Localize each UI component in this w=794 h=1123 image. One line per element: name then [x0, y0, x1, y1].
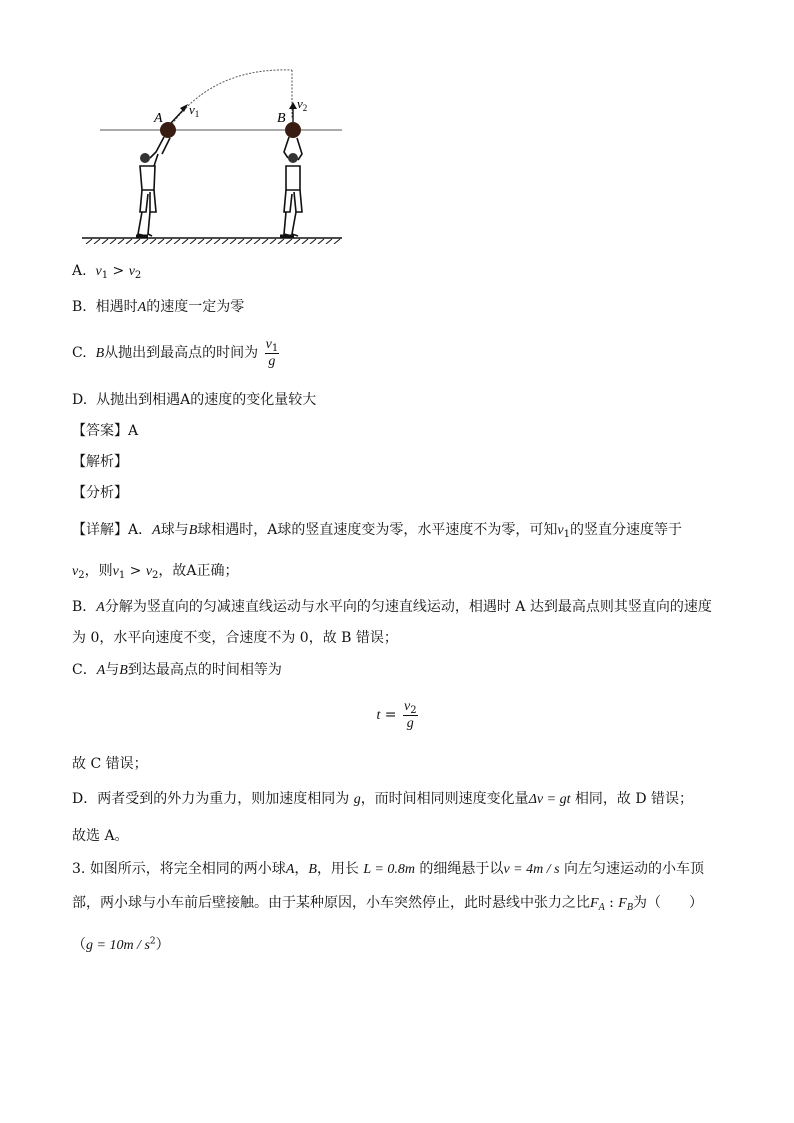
q3-fa: F: [590, 896, 599, 911]
option-d: [72, 390, 316, 410]
q3-fb: F: [618, 896, 627, 911]
detail-c-t1: 与: [105, 662, 120, 678]
q3-g-expr: g = 10m / s: [86, 938, 150, 953]
answer-value: A: [128, 423, 139, 439]
label-v1: $v_1$: [189, 102, 200, 119]
q3-expr-l: L = 0.8m: [363, 862, 415, 877]
detail-c-t2: 到达最高点的时间相等为: [127, 662, 282, 678]
formula-num: v: [403, 699, 411, 714]
detail-c-conclusion: 故 C 错误；: [72, 756, 148, 772]
detail-b-prefix: B．: [72, 599, 97, 615]
option-c-var: B: [95, 346, 105, 361]
ground: [82, 238, 342, 244]
detail-line2-expr-v1: v: [112, 564, 119, 579]
option-c-prefix: C.: [72, 345, 87, 361]
q3-t2: ，: [294, 861, 309, 877]
q3-line2-t2: 为（ ）: [632, 895, 703, 911]
option-c: [72, 336, 279, 371]
option-a-v1-sub: 1: [101, 270, 109, 281]
v1-arrowhead: [180, 104, 188, 112]
detail-d-text3: 相同，故 D 错误；: [570, 791, 694, 807]
jiexi-label: 【解析】: [72, 454, 128, 470]
detail-d-text2: ，而时间相同则速度变化量: [360, 791, 529, 807]
v2-arrowhead: [289, 102, 297, 109]
option-a-op: >: [108, 263, 129, 279]
detail-var-b: B: [188, 523, 198, 538]
detail-d-text1: D．两者受到的外力为重力，则加速度相同为: [72, 791, 354, 807]
label-v2: $v_2$: [297, 96, 308, 113]
formula-eq: =: [380, 707, 401, 723]
detail-c-line: [72, 660, 282, 681]
q3-g-sup: 2: [149, 936, 156, 947]
q3-line-1: [72, 859, 704, 880]
detail-t1: 球与: [160, 522, 189, 538]
detail-v1-sub: 1: [563, 529, 570, 540]
detail-line2-expr-v2: v: [145, 564, 153, 579]
option-c-num-sub: 1: [271, 343, 279, 354]
detail-d-expr: Δv = gt: [528, 792, 571, 807]
player-b: [280, 137, 302, 236]
detail-b-text: 分解为竖直向的匀减速直线运动与水平向的匀速直线运动，相遇时 A 达到最高点则其竖直向的速度: [104, 599, 712, 615]
option-c-fraction: [265, 336, 280, 370]
detail-c-prefix: C．: [72, 662, 97, 678]
final-choice: 故选 A。: [72, 828, 129, 844]
detail-d-line: [72, 789, 693, 810]
detail-d-g: g: [353, 792, 361, 807]
formula-fraction: [403, 698, 418, 732]
q3-t5: 向左匀速运动的小车顶: [559, 861, 704, 877]
fenxi-label: 【分析】: [72, 485, 128, 501]
formula-t: [0, 698, 794, 733]
detail-t2: 球相遇时，A球的竖直速度变为零，水平速度不为零，可知: [197, 522, 558, 538]
detail-line2-v2-sub: 2: [78, 570, 85, 581]
detail-line2-t2: ，故A正确；: [158, 563, 239, 579]
detail-line2-t1: ，则: [84, 563, 113, 579]
option-b-text2: 的速度一定为零: [146, 299, 245, 315]
detail-line-2: [72, 561, 239, 582]
detail-line2-expr-v2-sub: 2: [152, 570, 159, 581]
q3-t1: 如图所示，将完全相同的两小球: [89, 861, 286, 877]
detail-b-line-1: [72, 597, 712, 618]
detail-c-var-a: A: [96, 663, 106, 678]
q3-line-3: [72, 935, 170, 956]
trajectory-arc: [168, 70, 292, 130]
q3-expr-v: v = 4m / s: [503, 862, 560, 877]
q3-var-b: B: [308, 862, 317, 877]
detail-var-a: A: [152, 523, 161, 538]
detail-c-var-b: B: [119, 663, 128, 678]
answer-line: [72, 421, 138, 441]
option-a-v2: v: [128, 264, 135, 279]
q3-t4: 的细绳悬于以: [414, 861, 504, 877]
player-a: [136, 137, 170, 236]
option-b-text1: 相遇时: [95, 299, 138, 315]
detail-b-var: A: [96, 600, 105, 615]
q3-line-2: [72, 893, 703, 914]
q3-open-paren: （: [72, 937, 86, 953]
detail-line-1: [72, 520, 682, 541]
detail-b-line-2: 为 0，水平向速度不变，合速度不为 0，故 B 错误；: [72, 630, 398, 646]
q3-var-a: A: [285, 862, 295, 877]
projectile-figure: [80, 62, 350, 244]
detail-v1: v: [557, 523, 564, 538]
q3-t3: ，用长: [316, 861, 364, 877]
formula-t-var: t: [376, 708, 381, 723]
detail-line2-v2: v: [72, 564, 79, 579]
q3-colon: :: [604, 895, 619, 911]
detail-a-prefix: A．: [128, 522, 153, 538]
detail-label: 【详解】: [72, 522, 128, 538]
q3-fb-sub: B: [626, 902, 633, 913]
formula-den: g: [406, 716, 414, 731]
detail-line2-op: >: [125, 563, 146, 579]
q3-line2-t1: 部，两小球与小车前后壁接触。由于某种原因，小车突然停止，此时悬线中张力之比: [72, 895, 590, 911]
option-a-v2-sub: 2: [134, 270, 142, 281]
option-c-num: v: [265, 337, 272, 352]
option-b-var: A: [137, 300, 147, 315]
formula-num-sub: 2: [410, 705, 417, 716]
answer-label: 【答案】: [72, 423, 128, 439]
q3-fa-sub: A: [598, 902, 605, 913]
q3-number: 3.: [72, 861, 86, 877]
option-a-v1: v: [95, 264, 102, 279]
option-a-prefix: A.: [72, 263, 87, 279]
option-a: [72, 261, 141, 282]
q3-close-paren: ）: [155, 937, 170, 953]
ball-a: [160, 122, 176, 138]
label-a: A: [154, 111, 163, 126]
option-b: [72, 297, 244, 318]
option-d-text: 从抛出到相遇A的速度的变化量较大: [96, 392, 317, 408]
ball-b: [285, 122, 301, 138]
option-c-text: 从抛出到最高点的时间为: [104, 345, 259, 361]
label-b: B: [277, 111, 286, 126]
option-b-prefix: B.: [72, 299, 87, 315]
option-d-prefix: D.: [72, 392, 88, 408]
detail-line2-expr-v1-sub: 1: [118, 570, 126, 581]
detail-t3: 的竖直分速度等于: [569, 522, 682, 538]
option-c-den: g: [268, 354, 276, 369]
